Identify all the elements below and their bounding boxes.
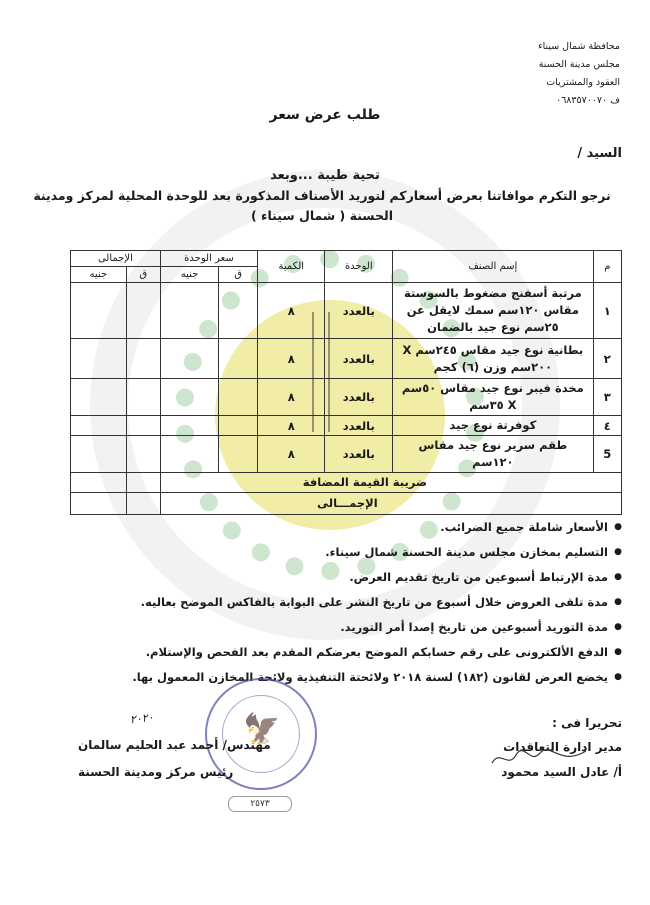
vat-label: ضريبة القيمة المضافة xyxy=(160,473,621,493)
intro-paragraph: نرجو التكرم موافاتنا بعرض أسعاركم لتوريد الأصناف المذكورة بعد للوحدة المحلية لمركز ومدينة الحسنة ( شمال سيناء ) xyxy=(33,188,611,223)
cell-qty: ٨ xyxy=(258,379,325,416)
cell-unit: بالعدد xyxy=(325,339,393,379)
list-item: ● مدة التوريد أسبوعين من تاريخ إصدا أمر التوريد. xyxy=(48,615,608,640)
letterhead xyxy=(538,38,620,110)
cell-qty: ٨ xyxy=(258,436,325,473)
signature-date: ٢٠٢٠ xyxy=(129,710,155,727)
cell-empty xyxy=(219,436,258,473)
eagle-icon: 🦅 xyxy=(243,712,281,747)
cell-empty xyxy=(126,416,160,436)
cell-no: ٣ xyxy=(593,379,621,416)
cell-empty xyxy=(219,379,258,416)
manager-title: مدير ادارة التعاقدات xyxy=(503,740,622,754)
seal-number: ٢٥٧٣ xyxy=(228,796,292,812)
greeting: تحية طيبة ...وبعد xyxy=(270,168,380,183)
list-item: ● مدة تلقى العروض خلال أسبوع من تاريخ النشر على البوابة بالفاكس الموضح بعاليه. xyxy=(48,590,608,615)
cell-empty xyxy=(126,379,160,416)
list-item: ● الأسعار شاملة جميع الضرائب. xyxy=(48,515,608,540)
header-up-pound: جنيه xyxy=(160,267,218,283)
header-unit: الوحدة xyxy=(325,251,393,283)
addressee: السيد / xyxy=(577,146,622,161)
terms-list xyxy=(48,515,622,690)
grand-total-row xyxy=(71,493,622,515)
cell-empty xyxy=(160,416,218,436)
cell-empty xyxy=(71,416,127,436)
items-table xyxy=(70,250,622,515)
cell-name: كوفرتة نوع جيد xyxy=(393,416,594,436)
letterhead-fax: ف ٠٦٨٣٥٧٠٠٧٠ xyxy=(556,95,620,106)
table-row xyxy=(71,436,622,473)
header-total: الإجمالى xyxy=(71,251,161,267)
cell-no: ١ xyxy=(593,283,621,339)
header-qty: الكمية xyxy=(258,251,325,283)
letterhead-council: مجلس مدينة الحسنة xyxy=(538,59,620,70)
cell-no: ٤ xyxy=(593,416,621,436)
cell-name: بطانية نوع جيد مقاس ٢٤٥سم X ٢٠٠سم وزن (٦) كجم xyxy=(393,339,594,379)
cell-qty: ٨ xyxy=(258,416,325,436)
cell-no: ٢ xyxy=(593,339,621,379)
cell-unit: بالعدد xyxy=(325,379,393,416)
cell-qty: ٨ xyxy=(258,283,325,339)
cell-empty xyxy=(71,339,127,379)
cell-empty xyxy=(71,283,127,339)
document-title: طلب عرض سعر xyxy=(269,107,381,123)
table-header-row xyxy=(71,251,622,267)
cell-empty xyxy=(126,436,160,473)
cell-empty xyxy=(71,436,127,473)
cell-empty xyxy=(160,339,218,379)
cell-name: طقم سرير نوع جيد مقاس ١٢٠سم xyxy=(393,436,594,473)
cell-unit: بالعدد xyxy=(325,416,393,436)
cell-empty xyxy=(126,473,160,493)
manager-name: أ/ عادل السيد محمود xyxy=(501,765,622,779)
table-row xyxy=(71,339,622,379)
cell-no: 5 xyxy=(593,436,621,473)
letterhead-department: العقود والمشتريات xyxy=(546,77,620,88)
cell-empty xyxy=(126,283,160,339)
list-item: ● مدة الإرتباط أسبوعين من تاريخ تقديم العرض. xyxy=(48,565,608,590)
list-item: ● التسليم بمخازن مجلس مدينة الحسنة شمال سيناء. xyxy=(48,540,608,565)
cell-name: مخدة فيبر نوع جيد مقاس ٥٠سم X ٣٥سم xyxy=(393,379,594,416)
cell-qty: ٨ xyxy=(258,339,325,379)
header-up-piaster: ق xyxy=(219,267,258,283)
header-total-pound: جنيه xyxy=(71,267,127,283)
manager-signature xyxy=(490,745,590,771)
cell-unit: بالعدد xyxy=(325,436,393,473)
engineer-name: مهندس/ أحمد عبد الحليم سالمان xyxy=(78,738,271,752)
cell-empty xyxy=(219,339,258,379)
cell-name: مرتبة أسفنج مضغوط بالسوستة مقاس ١٢٠سم سمك لايقل عن ٢٥سم نوع جيد بالضمان xyxy=(393,283,594,339)
table-row xyxy=(71,379,622,416)
engineer-title: رئيس مركز ومدينة الحسنة xyxy=(78,765,234,779)
list-item: ● الدفع الألكترونى على رقم حسابكم الموضح بعرضكم المقدم بعد الفحص والإستلام. xyxy=(48,640,608,665)
grand-total-label: الإجمـــالى xyxy=(160,493,621,515)
header-no: م xyxy=(593,251,621,283)
table-row xyxy=(71,416,622,436)
vat-row xyxy=(71,473,622,493)
cell-empty xyxy=(219,416,258,436)
cell-empty xyxy=(126,493,160,515)
header-name: إسم الصنف xyxy=(393,251,594,283)
header-unit-price: سعر الوحدة xyxy=(160,251,257,267)
cell-empty xyxy=(160,436,218,473)
cell-empty xyxy=(71,379,127,416)
cell-empty xyxy=(160,283,218,339)
cell-empty xyxy=(160,379,218,416)
table-row xyxy=(71,283,622,339)
letterhead-governorate: محافظة شمال سيناء xyxy=(538,41,620,52)
cell-empty xyxy=(219,283,258,339)
cell-empty xyxy=(71,493,127,515)
cell-empty xyxy=(126,339,160,379)
header-total-piaster: ق xyxy=(126,267,160,283)
cell-empty xyxy=(71,473,127,493)
cell-unit: بالعدد xyxy=(325,283,393,339)
list-item: ● يخضع العرض لقانون (١٨٢) لسنة ٢٠١٨ ولائحتة التنفيذية ولائحة المخازن المعمول بها. xyxy=(48,665,608,690)
written-on-label: تحريرا فى : xyxy=(552,716,622,730)
